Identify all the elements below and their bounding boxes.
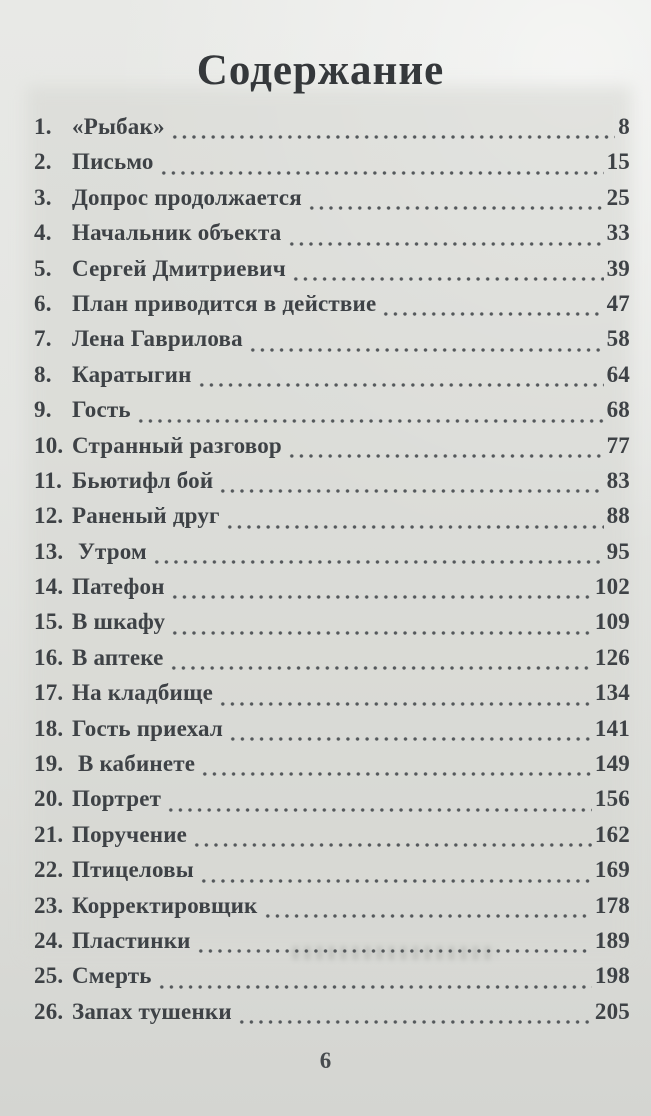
toc-entry bbox=[34, 149, 630, 184]
toc-entry-title: Сергей Дмитриевич bbox=[72, 255, 286, 281]
toc-entry-title: Смерть bbox=[72, 963, 152, 989]
table-of-contents bbox=[34, 114, 630, 1034]
toc-entry-page: 25 bbox=[606, 184, 630, 210]
toc-entry-page: 47 bbox=[606, 290, 630, 316]
dot-leader bbox=[200, 751, 592, 786]
dot-leader bbox=[170, 114, 616, 149]
dot-leader bbox=[237, 999, 592, 1034]
dot-leader bbox=[136, 397, 604, 432]
dot-leader bbox=[170, 574, 592, 609]
toc-entry bbox=[34, 893, 630, 928]
toc-entry bbox=[34, 786, 630, 821]
toc-entry bbox=[34, 574, 630, 609]
toc-entry-title: Гость bbox=[72, 397, 131, 423]
dot-leader bbox=[287, 433, 604, 468]
toc-entry bbox=[34, 751, 630, 786]
toc-entry-number: 7. bbox=[34, 326, 52, 352]
toc-entry-number: 14. bbox=[34, 574, 64, 600]
dot-leader bbox=[199, 857, 592, 892]
toc-entry-number: 22. bbox=[34, 857, 64, 883]
toc-entry bbox=[34, 716, 630, 751]
toc-entry-title: Патефон bbox=[72, 574, 165, 600]
toc-entry bbox=[34, 397, 630, 432]
toc-entry-title: Запах тушенки bbox=[72, 998, 232, 1024]
toc-entry-number: 16. bbox=[34, 644, 64, 670]
toc-entry-number: 13. bbox=[34, 538, 64, 564]
toc-entry-title: Лена Гаврилова bbox=[72, 326, 243, 352]
dot-leader bbox=[152, 539, 604, 574]
toc-entry-number: 4. bbox=[34, 220, 52, 246]
toc-entry-title: На кладбище bbox=[72, 680, 214, 706]
toc-entry-page: 189 bbox=[594, 927, 630, 953]
dot-leader bbox=[218, 680, 592, 715]
toc-entry-number: 15. bbox=[34, 609, 64, 635]
toc-entry-title: Утром bbox=[72, 538, 147, 564]
toc-entry-page: 109 bbox=[594, 609, 630, 635]
toc-entry-number: 18. bbox=[34, 715, 64, 741]
toc-entry-page: 149 bbox=[594, 751, 630, 777]
dot-leader bbox=[170, 609, 592, 644]
toc-entry-number: 10. bbox=[34, 432, 64, 458]
toc-entry bbox=[34, 362, 630, 397]
toc-entry-title: Гость приехал bbox=[72, 715, 223, 741]
toc-entry-page: 83 bbox=[606, 467, 630, 493]
dot-leader bbox=[228, 716, 592, 751]
toc-entry-title: Допрос продолжается bbox=[72, 184, 302, 210]
toc-entry-title: Корректировщик bbox=[72, 892, 258, 918]
toc-entry-title: Начальник объекта bbox=[72, 220, 282, 246]
toc-entry bbox=[34, 220, 630, 255]
toc-entry-title: Портрет bbox=[72, 786, 162, 812]
toc-entry-number: 11. bbox=[34, 467, 63, 493]
toc-entry-page: 33 bbox=[606, 220, 630, 246]
toc-entry bbox=[34, 468, 630, 503]
toc-entry-number: 19. bbox=[34, 751, 64, 777]
toc-entry-page: 162 bbox=[594, 821, 630, 847]
toc-entry-number: 8. bbox=[34, 361, 52, 387]
toc-entry bbox=[34, 326, 630, 361]
toc-entry-title: «Рыбак» bbox=[72, 114, 165, 139]
toc-entry bbox=[34, 503, 630, 538]
toc-entry-page: 156 bbox=[594, 786, 630, 812]
toc-entry-page: 126 bbox=[594, 644, 630, 670]
toc-entry-number: 6. bbox=[34, 290, 52, 316]
toc-entry-number: 1. bbox=[34, 114, 52, 139]
toc-entry-page: 95 bbox=[606, 538, 630, 564]
toc-entry-number: 3. bbox=[34, 184, 52, 210]
toc-entry bbox=[34, 609, 630, 644]
toc-entry-page: 205 bbox=[594, 998, 630, 1024]
toc-entry bbox=[34, 256, 630, 291]
toc-entry-page: 169 bbox=[594, 857, 630, 883]
toc-entry-page: 134 bbox=[594, 680, 630, 706]
dot-leader bbox=[218, 468, 603, 503]
toc-entry-number: 12. bbox=[34, 503, 64, 529]
dot-leader bbox=[307, 185, 604, 220]
toc-entry-title: Каратыгин bbox=[72, 361, 192, 387]
toc-entry-title: В шкафу bbox=[72, 609, 166, 635]
dot-leader bbox=[291, 256, 604, 291]
toc-entry-title: Странный разговор bbox=[72, 432, 282, 458]
toc-entry bbox=[34, 114, 630, 149]
toc-entry-page: 77 bbox=[606, 432, 630, 458]
toc-entry-number: 2. bbox=[34, 149, 52, 175]
toc-entry bbox=[34, 680, 630, 715]
toc-entry-title: Пластинки bbox=[72, 927, 191, 953]
toc-entry bbox=[34, 291, 630, 326]
toc-entry-page: 8 bbox=[618, 114, 630, 139]
toc-entry bbox=[34, 857, 630, 892]
toc-entry bbox=[34, 999, 630, 1034]
toc-entry-page: 102 bbox=[594, 574, 630, 600]
toc-entry-title: План приводится в действие bbox=[72, 290, 377, 316]
toc-entry-title: Поручение bbox=[72, 821, 188, 847]
dot-leader bbox=[159, 149, 604, 184]
toc-entry-number: 17. bbox=[34, 680, 64, 706]
toc-entry bbox=[34, 822, 630, 857]
toc-entry-page: 178 bbox=[594, 892, 630, 918]
toc-entry-page: 198 bbox=[594, 963, 630, 989]
toc-entry bbox=[34, 185, 630, 220]
dot-leader bbox=[381, 291, 603, 326]
toc-entry-number: 9. bbox=[34, 397, 52, 423]
toc-entry bbox=[34, 539, 630, 574]
toc-entry-page: 141 bbox=[594, 715, 630, 741]
dot-leader bbox=[263, 893, 592, 928]
toc-entry-title: Бьютифл бой bbox=[72, 467, 214, 493]
toc-entry bbox=[34, 963, 630, 998]
toc-entry-number: 21. bbox=[34, 821, 64, 847]
dot-leader bbox=[169, 645, 592, 680]
toc-entry-number: 20. bbox=[34, 786, 64, 812]
toc-entry-page: 68 bbox=[606, 397, 630, 423]
toc-entry-page: 39 bbox=[606, 255, 630, 281]
page-title: Содержание bbox=[196, 47, 445, 94]
dot-leader bbox=[248, 326, 604, 361]
toc-entry-title: В кабинете bbox=[72, 751, 196, 777]
toc-entry-title: Раненый друг bbox=[72, 503, 220, 529]
dot-leader bbox=[197, 362, 604, 397]
toc-entry bbox=[34, 433, 630, 468]
toc-entry bbox=[34, 928, 630, 963]
toc-entry-number: 23. bbox=[34, 892, 64, 918]
toc-entry-number: 24. bbox=[34, 927, 64, 953]
toc-entry-title: В аптеке bbox=[72, 644, 164, 670]
dot-leader bbox=[166, 786, 592, 821]
dot-leader bbox=[192, 822, 592, 857]
toc-entry-page: 88 bbox=[606, 503, 630, 529]
toc-entry-number: 26. bbox=[34, 998, 64, 1024]
toc-entry-title: Птицеловы bbox=[72, 857, 194, 883]
toc-entry-number: 25. bbox=[34, 963, 64, 989]
toc-entry bbox=[34, 645, 630, 680]
toc-entry-page: 15 bbox=[606, 149, 630, 175]
dot-leader bbox=[287, 220, 604, 255]
dot-leader bbox=[157, 963, 592, 998]
dot-leader bbox=[196, 928, 592, 963]
toc-entry-page: 64 bbox=[606, 361, 630, 387]
toc-entry-number: 5. bbox=[34, 255, 52, 281]
dot-leader bbox=[225, 503, 604, 538]
toc-entry-page: 58 bbox=[606, 326, 630, 352]
folio-page-number: 6 bbox=[319, 1048, 332, 1073]
toc-entry-title: Письмо bbox=[72, 149, 154, 175]
